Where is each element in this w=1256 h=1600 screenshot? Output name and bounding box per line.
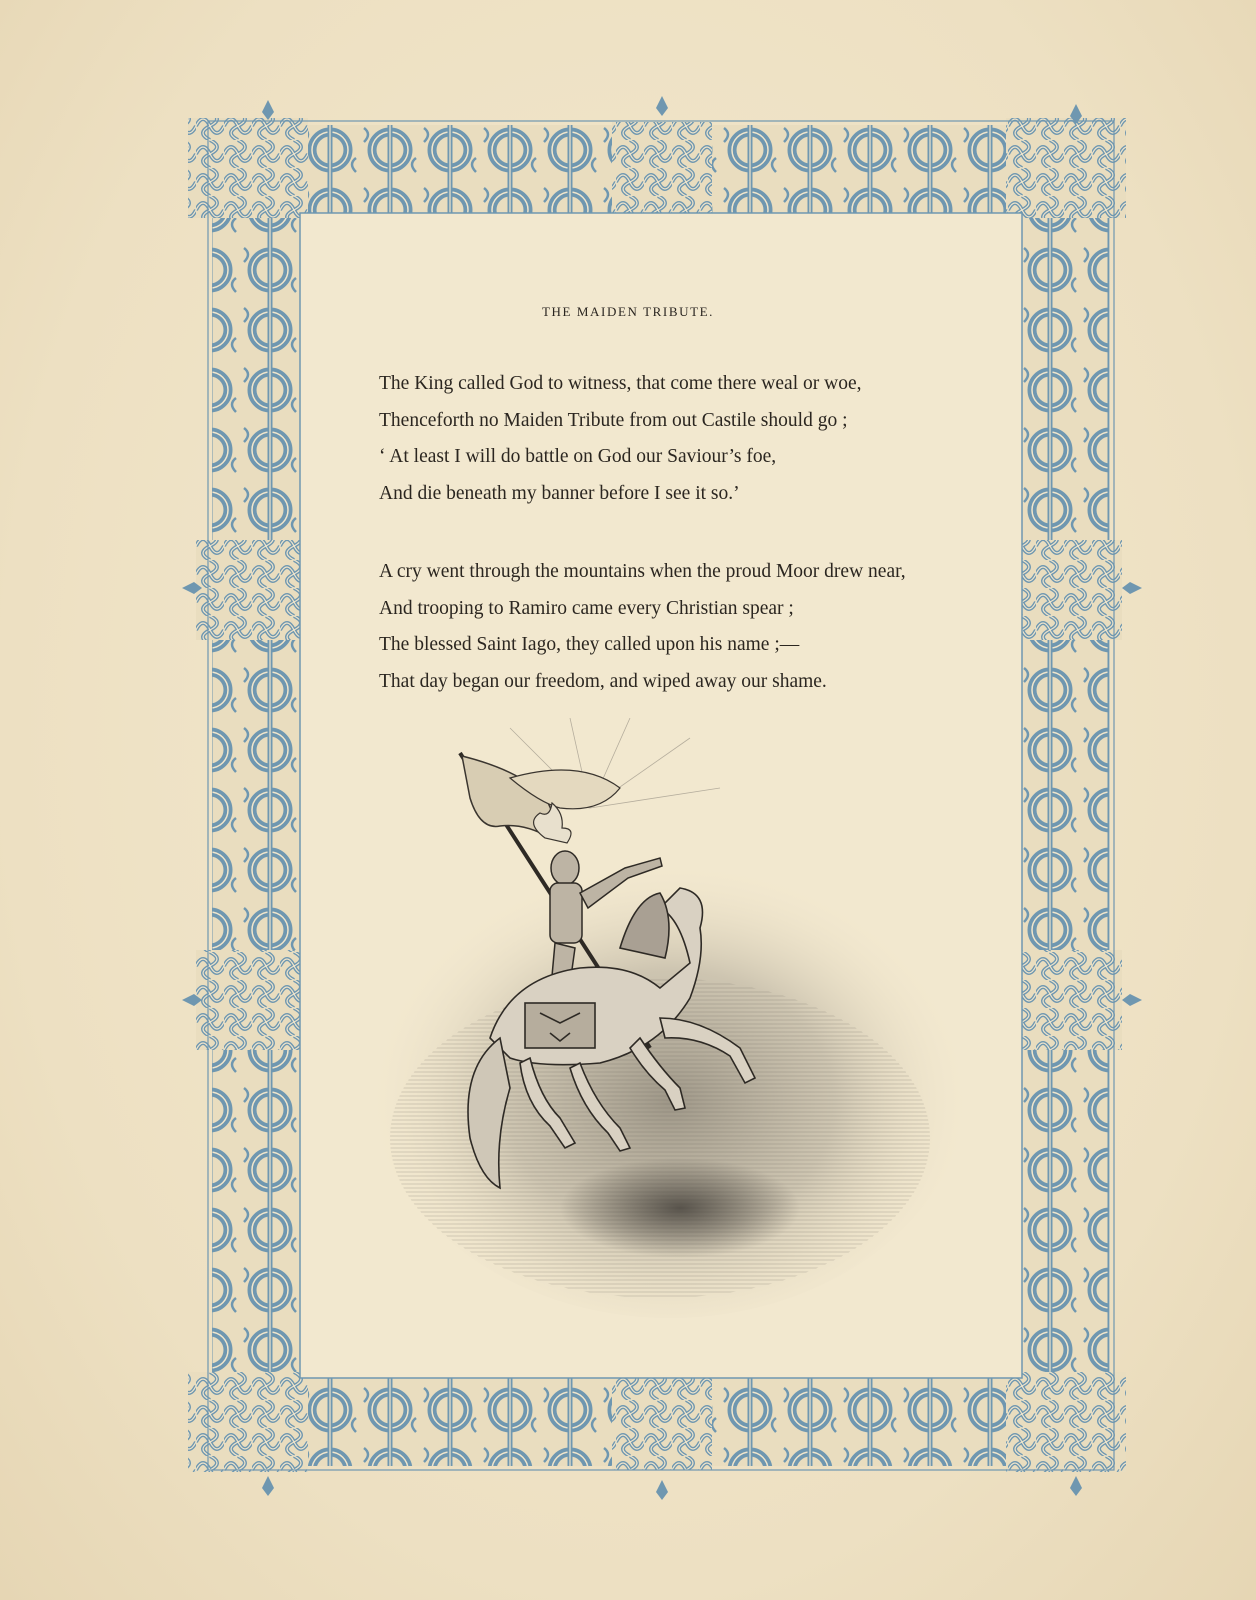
- verse-line: The blessed Saint Iago, they called upon his name ;—: [379, 634, 800, 655]
- verse-line: That day began our freedom, and wiped away our shame.: [379, 670, 827, 692]
- verse-line: Thenceforth no Maiden Tribute from out Castile should go ;: [379, 409, 848, 431]
- stanza-2: [379, 554, 1019, 700]
- knight-on-horse-engraving: [360, 718, 980, 1338]
- verse-line: And trooping to Ramiro came every Christian spear ;: [379, 597, 794, 619]
- verse-line: And die beneath my banner before I see it so.’: [379, 482, 740, 504]
- ground-shadow: [560, 1158, 800, 1258]
- verse-line: The King called God to witness, that come there weal or woe,: [379, 373, 862, 394]
- verse-line: A cry went through the mountains when the proud Moor drew near,: [379, 561, 906, 582]
- stanza-1: [379, 366, 1019, 512]
- page-title: THE MAIDEN TRIBUTE.: [541, 304, 715, 319]
- verse-line: ‘ At least I will do battle on God our Saviour’s foe,: [379, 446, 777, 467]
